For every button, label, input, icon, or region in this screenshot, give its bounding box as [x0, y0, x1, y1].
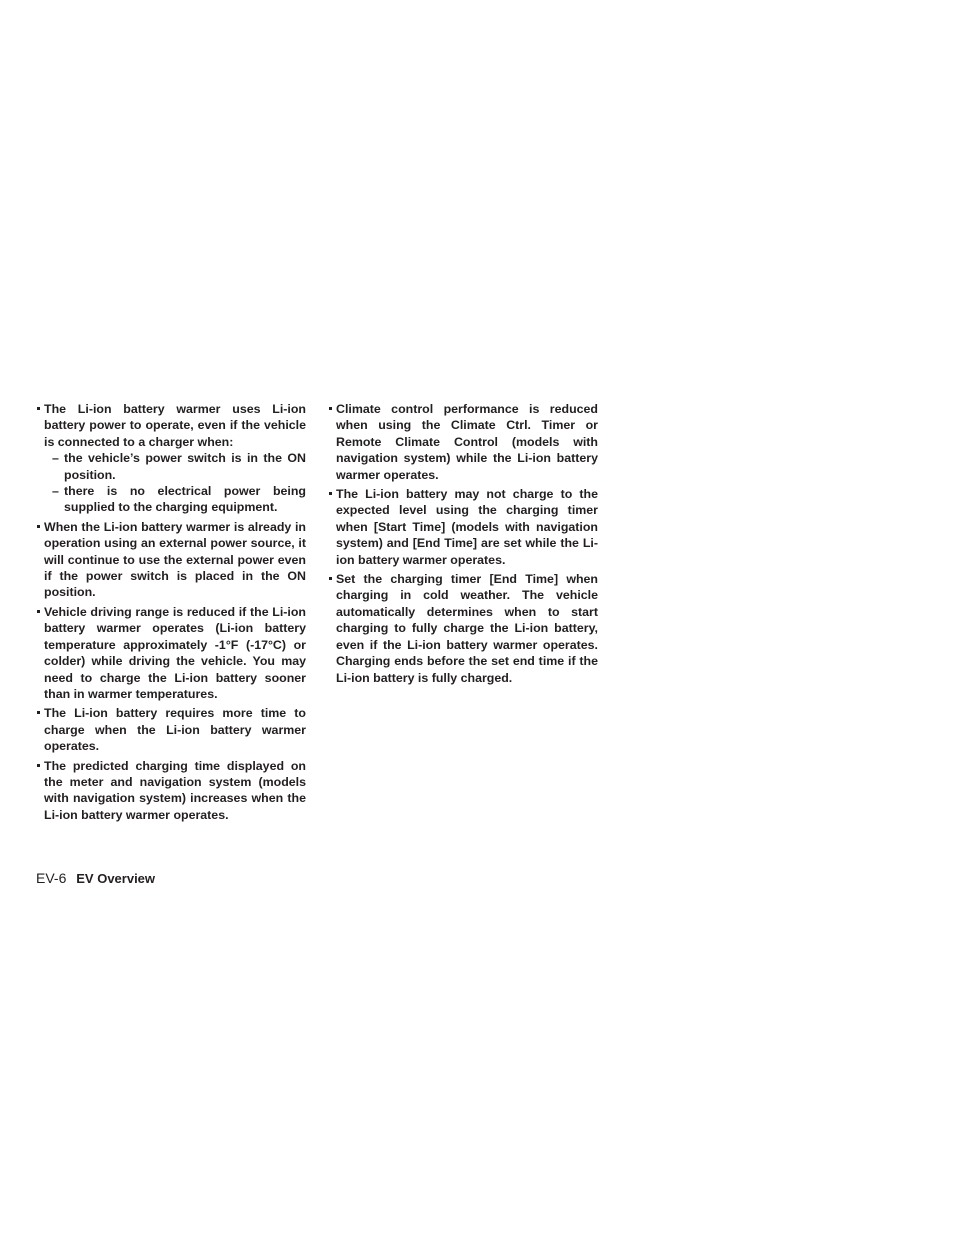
sub-item-no-electrical-power [44, 483, 306, 516]
sub-item-text: the vehicle’s power switch is in the ON position. [64, 451, 306, 482]
sub-item-text: there is no electrical power being supplied to the charging equipment. [64, 484, 306, 515]
bullet-item-charging-timer: The Li-ion battery may not charge to the expected level using the charging timer when [Start Time] (models with navigation system) and [End Time] are set while the Li-ion battery warmer operates. [328, 486, 598, 568]
bullet-item-external-power: When the Li-ion battery warmer is already in operation using an external power source, it will continue to use the external power even if the power switch is placed in the ON position. [36, 519, 306, 601]
section-title: EV Overview [76, 871, 156, 886]
bullet-item-battery-warmer-power [36, 401, 306, 516]
bullet-text: The Li-ion battery warmer uses Li-ion battery power to operate, even if the vehicle is connected to a charger when: [44, 402, 306, 449]
page-footer [36, 870, 155, 886]
page-number: EV-6 [36, 870, 67, 886]
bullet-item-predicted-time: The predicted charging time displayed on the meter and navigation system (models with navigation system) increases when the Li-ion battery warmer operates. [36, 758, 306, 824]
right-column [328, 401, 598, 689]
bullet-item-charge-time: The Li-ion battery requires more time to charge when the Li-ion battery warmer operates. [36, 705, 306, 754]
bullet-item-end-time: Set the charging timer [End Time] when charging in cold weather. The vehicle automatically determines when to start charging to fully charge the Li-ion battery, even if the Li-ion battery warmer operates. Charging ends before the set end time if the Li-ion battery is fully charged. [328, 571, 598, 686]
bullet-item-climate-control: Climate control performance is reduced when using the Climate Ctrl. Timer or Remote Climate Control (models with navigation system) while the Li-ion battery warmer operates. [328, 401, 598, 483]
bullet-item-driving-range: Vehicle driving range is reduced if the Li-ion battery warmer operates (Li-ion battery temperature approximately -1°F (-17°C) or colder) while driving the vehicle. You may need to charge the Li-ion battery sooner than in warmer temperatures. [36, 604, 306, 702]
dash-marker: – [52, 451, 59, 466]
dash-marker: – [52, 484, 59, 499]
left-column [36, 401, 306, 826]
sub-item-power-switch [44, 450, 306, 483]
